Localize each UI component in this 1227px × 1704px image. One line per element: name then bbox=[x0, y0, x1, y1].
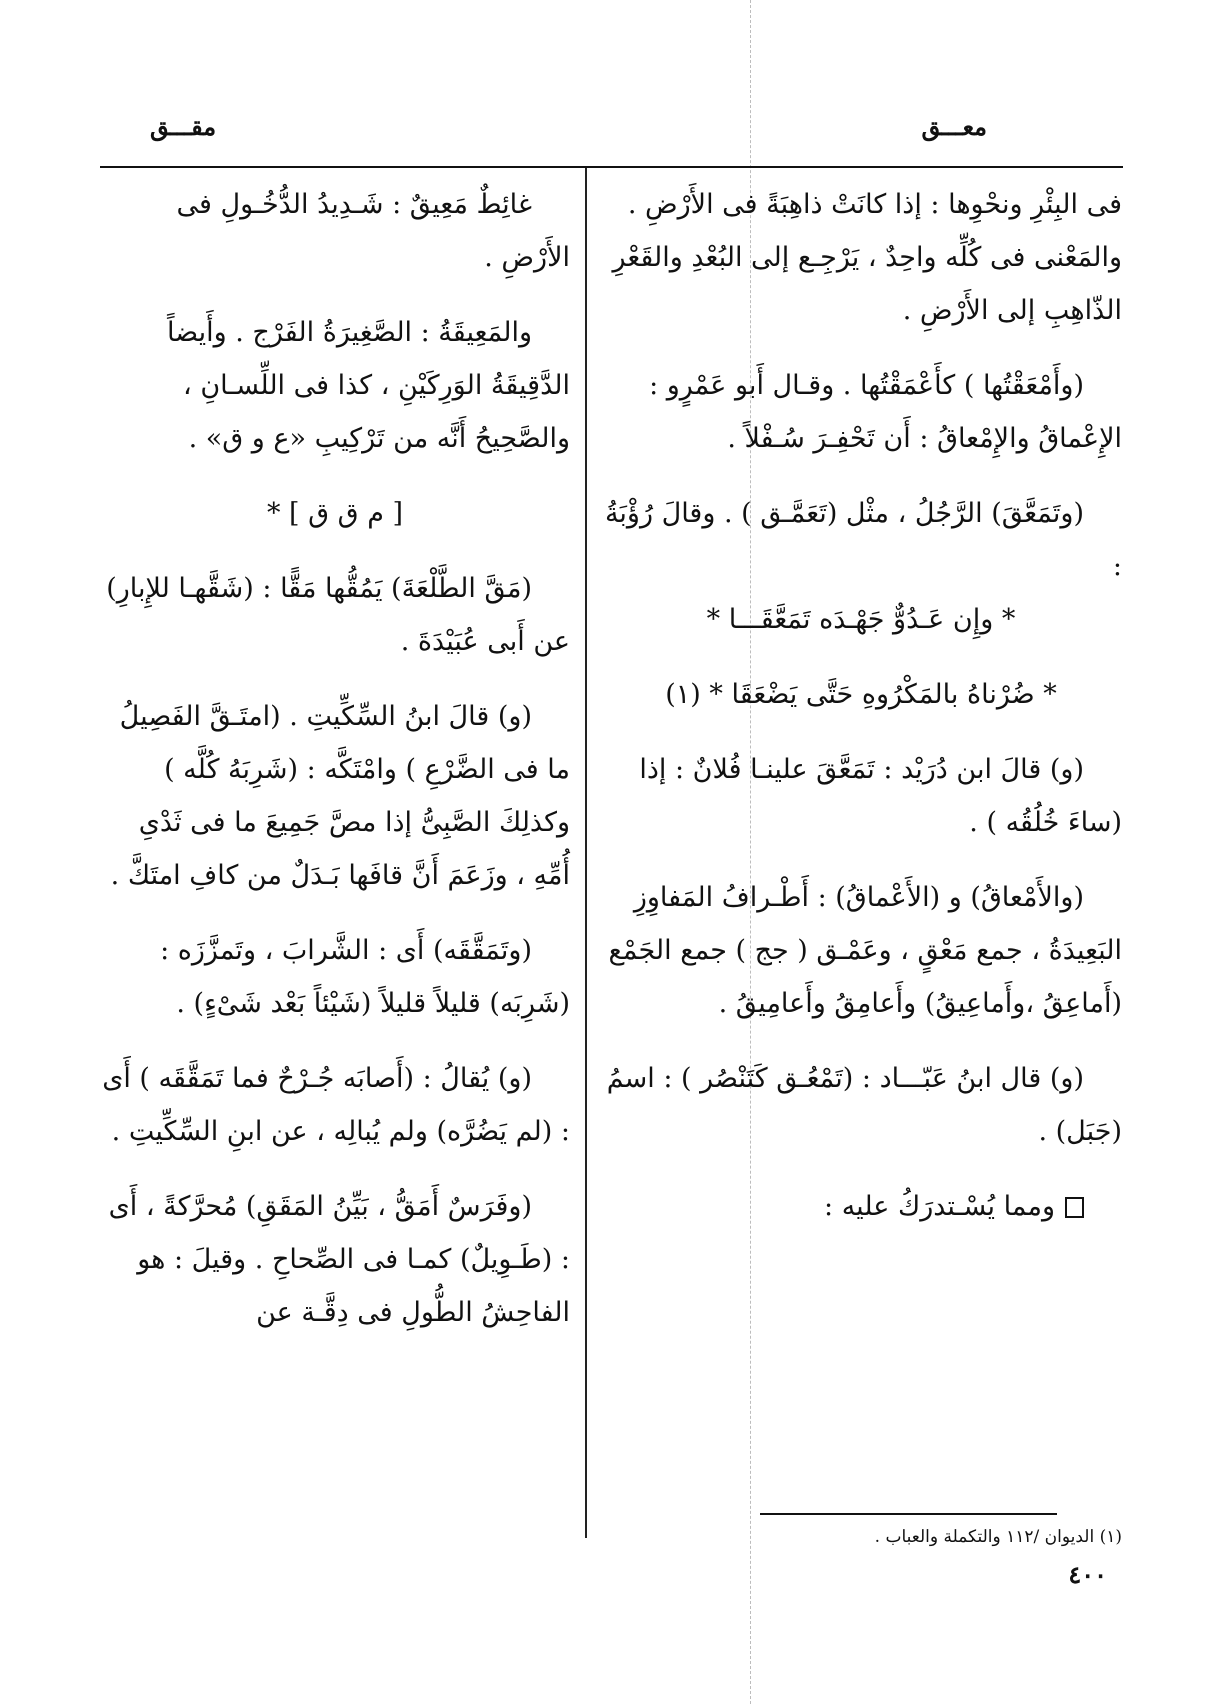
running-head-left: مقـــق bbox=[150, 112, 217, 141]
entry-paragraph: فى البِئْرِ ونحْوِها : إذا كانَتْ ذاهِبَةً فى الأَرْضِ . والمَعْنى فى كُلِّه واحِدٌ ، يَرْجِـع إلى البُعْدِ والقَعْرِ الذّاهِبِ إلى الأَرْضِ . bbox=[612, 189, 1122, 326]
column-divider bbox=[585, 168, 587, 1538]
entry-paragraph: (وفَرَسٌ أَمَقُّ ، بَيِّنُ المَقَقِ) مُحرَّكةً ، أَى : (طَـوِيلٌ) كمـا فى الصِّحاحِ . وقيلَ : هو الفاحِشُ الطُّولِ فى دِقَّـة عن bbox=[108, 1191, 570, 1328]
header-rule bbox=[100, 166, 1123, 168]
entry-paragraph: (و) قال ابنُ عَبّـــاد : (تَمْعُـق كَتَنْصُر ) : اسمُ (جَبَل) . bbox=[606, 1063, 1122, 1147]
verse-line: * ضُرْناهُ بالمَكْرُوهِ حَتَّى يَضْعَقَا * (١) bbox=[665, 679, 1057, 710]
square-marker-icon bbox=[1065, 1197, 1084, 1218]
verse-line: * وإِن عَـدُوٌّ جَهْـدَه تَمَعَّقَـــا * bbox=[706, 604, 1016, 635]
entry-paragraph: (مَقَّ الطَّلْعَةَ) يَمُقُّها مَقًّا : (شَقَّهـا للإِبارِ) عن أَبى عُبَيْدَةَ . bbox=[106, 573, 570, 657]
right-column bbox=[600, 178, 1122, 1255]
entry-paragraph: والمَعِيقَةُ : الصَّغِيرَةُ الفَرْج . وأَيضاً الدَّقِيقَةُ الوَرِكَيْنِ ، كذا فى اللِّسـانِ ، والصَّحِيحُ أَنَّه من تَرْكِيبِ «ع و ق» . bbox=[166, 317, 570, 454]
entry-paragraph: (وتَمَعَّقَ) الرَّجُلُ ، مثْل (تَعَمَّـق ) . وقالَ رُؤْبَةُ : bbox=[604, 498, 1122, 582]
entry-paragraph: غائِطٌ مَعِيقٌ : شَـدِيدُ الدُّخُـولِ فى الأَرْضِ . bbox=[176, 189, 570, 273]
running-head-right: معـــق bbox=[921, 112, 987, 141]
addendum-text: ومما يُسْـتدرَكُ عليه : bbox=[824, 1191, 1055, 1222]
entry-paragraph: (و) يُقالُ : (أَصابَه جُـرْحٌ فما تَمَقَّقَه ) أَى : (لم يَضُرَّه) ولم يُبالِه ، عن ابنِ السِّكِّيتِ . bbox=[102, 1063, 570, 1147]
page-number: ٤٠٠ bbox=[1068, 1560, 1107, 1589]
entry-paragraph: (و) قالَ ابن دُرَيْد : تَمَعَّقَ علينـا فُلانٌ : إذا (ساءَ خُلُقُه ) . bbox=[639, 754, 1122, 838]
footnote-rule bbox=[760, 1513, 1057, 1515]
addendum-paragraph bbox=[600, 1180, 1122, 1233]
root-heading: [ م ق ق ] * bbox=[266, 498, 404, 529]
entry-paragraph: (وأَمْعَقْتُها ) كأَعْمَقْتُها . وقـال أَبو عَمْرٍو : الإِعْماقُ والإِمْعاقُ : أَن تَحْفِـرَ سُـفْلاً . bbox=[649, 370, 1122, 454]
entry-paragraph: (والأَمْعاقُ) و (الأَعْماقُ) : أَطْـرافُ المَفاوِزِ البَعِيدَةُ ، جمع مَعْقٍ ، وعَمْـق ( جج ) جمع الجَمْع (أَماعِقُ ،وأَماعِيقُ) وأَعامِقُ وأَعامِيقُ . bbox=[608, 882, 1122, 1019]
footnote: (١) الديوان /١١٢ والتكملة والعباب . bbox=[874, 1527, 1122, 1547]
entry-paragraph: (و) قالَ ابنُ السِّكِّيتِ . (امتَـقَّ الفَصِيلُ ما فى الضَّرْعِ ) وامْتَكَّه : (شَرِبَهُ كُلَّه ) وكذلِكَ الصَّبِىُّ إذا مصَّ جَمِيعَ ما فى ثَدْىِ أُمِّهِ ، وزَعَمَ أَنَّ قافَها بَـدَلٌ من كافِ امتَكَّ . bbox=[110, 701, 570, 891]
entry-paragraph: (وتَمَقَّقَه) أَى : الشَّرابَ ، وتَمزَّزَه : (شَرِبَه) قليلاً قليلاً (شَيْئاً بَعْد شَىْءٍ) . bbox=[160, 935, 570, 1019]
left-column bbox=[100, 178, 570, 1361]
